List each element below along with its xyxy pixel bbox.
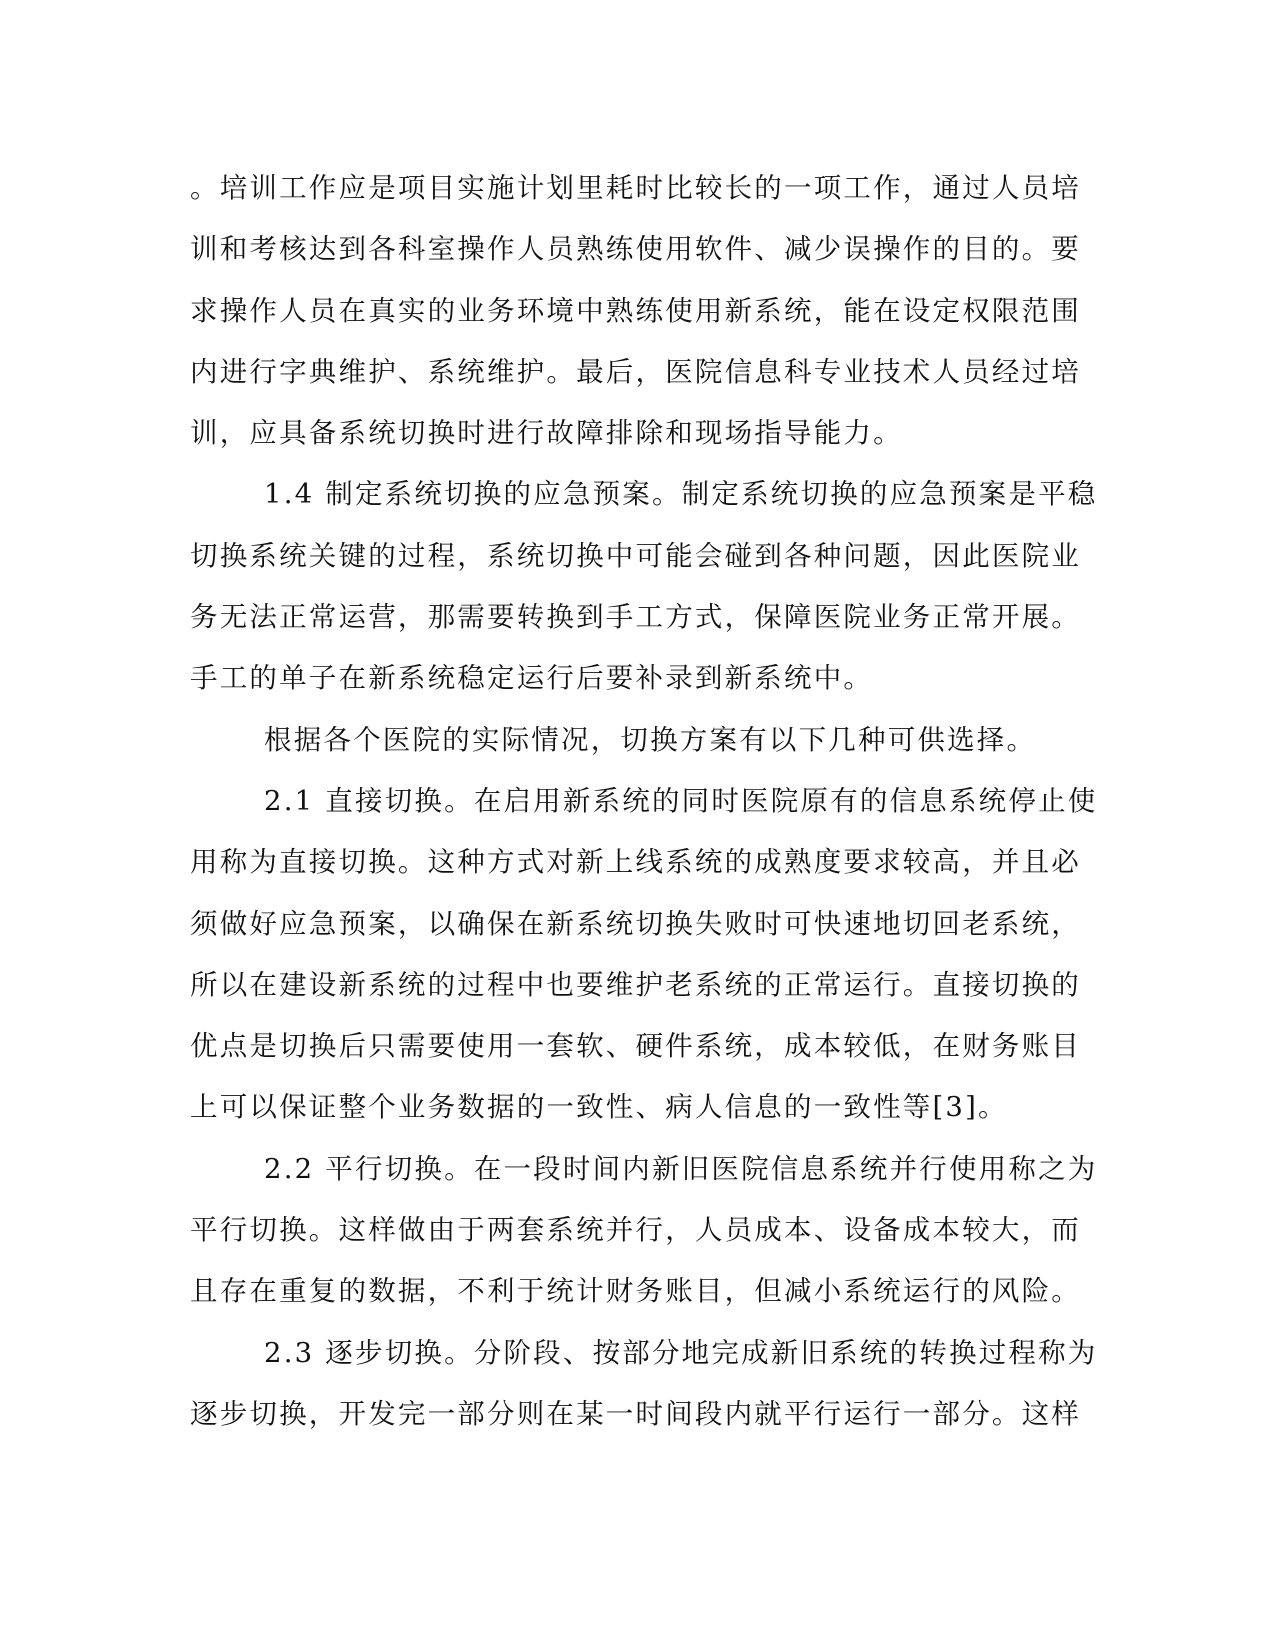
text-line: 求操作人员在真实的业务环境中熟练使用新系统，能在设定权限范围 bbox=[190, 294, 1081, 327]
text-line: 内进行字典维护、系统维护。最后，医院信息科专业技术人员经过培 bbox=[190, 355, 1081, 388]
text-line: 训和考核达到各科室操作人员熟练使用软件、减少误操作的目的。要 bbox=[190, 233, 1081, 266]
text-line: 平行切换。这样做由于两套系统并行，人员成本、设备成本较大，而 bbox=[190, 1214, 1081, 1247]
body-text bbox=[190, 158, 1098, 1445]
text-line: 切换系统关键的过程，系统切换中可能会碰到各种问题，因此医院业 bbox=[190, 539, 1081, 572]
text-line: 务无法正常运营，那需要转换到手工方式，保障医院业务正常开展。 bbox=[190, 601, 1081, 634]
paragraph-heading-line: 2.2 平行切换。在一段时间内新旧医院信息系统并行使用称之为 bbox=[264, 1152, 1098, 1185]
text-line: 且存在重复的数据，不利于统计财务账目，但减小系统运行的风险。 bbox=[190, 1275, 1081, 1308]
paragraph-heading-line: 2.1 直接切换。在启用新系统的同时医院原有的信息系统停止使 bbox=[264, 784, 1098, 817]
text-line: 用称为直接切换。这种方式对新上线系统的成熟度要求较高，并且必 bbox=[190, 846, 1081, 879]
text-line: 须做好应急预案，以确保在新系统切换失败时可快速地切回老系统， bbox=[190, 907, 1081, 940]
text-line: 所以在建设新系统的过程中也要维护老系统的正常运行。直接切换的 bbox=[190, 968, 1081, 1001]
text-line: 逐步切换，开发完一部分则在某一时间段内就平行运行一部分。这样 bbox=[190, 1397, 1081, 1430]
text-line: 优点是切换后只需要使用一套软、硬件系统，成本较低，在财务账目 bbox=[190, 1030, 1081, 1063]
text-line: 。培训工作应是项目实施计划里耗时比较长的一项工作，通过人员培 bbox=[190, 172, 1081, 204]
text-line: 手工的单子在新系统稳定运行后要补录到新系统中。 bbox=[190, 662, 874, 695]
paragraph-heading-line: 1.4 制定系统切换的应急预案。制定系统切换的应急预案是平稳 bbox=[264, 478, 1098, 511]
text-line: 根据各个医院的实际情况，切换方案有以下几种可供选择。 bbox=[264, 723, 1037, 756]
paragraph-heading-line: 2.3 逐步切换。分阶段、按部分地完成新旧系统的转换过程称为 bbox=[264, 1336, 1098, 1369]
text-line: 上可以保证整个业务数据的一致性、病人信息的一致性等[3]。 bbox=[190, 1091, 1008, 1124]
text-line: 训，应具备系统切换时进行故障排除和现场指导能力。 bbox=[190, 417, 903, 450]
